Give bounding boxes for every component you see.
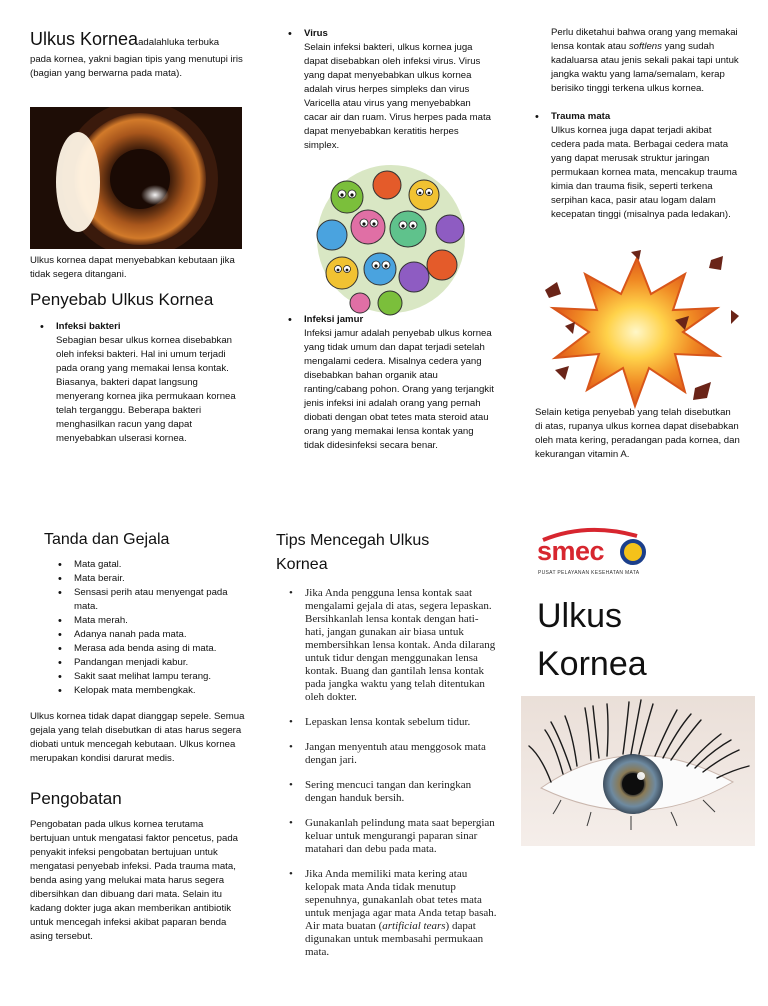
- cause-bacteria: [30, 320, 245, 446]
- main-title: Ulkus Kornea: [30, 29, 139, 49]
- sign-item: • Pandangan menjadi kabur.: [48, 656, 248, 670]
- causes-list-bacteria: [30, 320, 245, 446]
- tip-item: • Jika Anda pengguna lensa kontak saat mengalami gejala di atas, segera lepaskan. Bersihkanlah lensa kontak dengan hati-hati, jangan gunakan air biasa untuk membersihkan lensa kontak. Anda dilarang untuk tidur dengan menggunakan lensa kontak. Buang dan gantilah lensa kontak pada jangka waktu yang telah ditentukan oleh dokter.: [277, 587, 497, 704]
- cause-bacteria-title: • Infeksi bakteri: [56, 321, 121, 332]
- tips-heading: Tips Mencegah Ulkus Kornea: [276, 532, 430, 573]
- cause-virus-text: Selain infeksi bakteri, ulkus kornea juga dapat disebabkan oleh infeksi virus. Virus yang dapat menyebabkan ulkus kornea adalah virus herpes simpleks dan virus Varicella atau virus yang menyebabkan cacar air dan ruam. Virus herpes pada mata dapat menyebabkan keratitis herpes simplex.: [304, 42, 491, 151]
- cause-virus-title: • Virus: [304, 28, 328, 39]
- tip-last-text-1: Jika Anda memiliki mata kering atau kelopak mata Anda tidak menutup sepenuhnya, gunakanlah obat tetes mata untuk menjaga agar mata Anda tetap basah. Air mata buatan (: [305, 868, 497, 932]
- ulcer-eye-image: [30, 107, 242, 249]
- signs-note: Ulkus kornea tidak dapat dianggap sepele. Semua gejala yang telah disebutkan di atas harus segera diobati untuk mencegah kebutaan. Ulkus kornea merupakan kondisi darurat medis.: [30, 711, 245, 764]
- cover-title: [537, 592, 737, 688]
- lens-text-1: Perlu diketahui bahwa orang yang memakai lensa kontak atau: [551, 27, 738, 52]
- causes-heading: Penyebab Ulkus Kornea: [30, 290, 214, 309]
- sign-item: • Adanya nanah pada mata.: [48, 628, 248, 642]
- tip-last-italic: artificial tears: [382, 920, 446, 932]
- cause-fungus-text: Infeksi jamur adalah penyebab ulkus kornea yang tidak umum dan dapat terjadi setelah mengalami cedera. Misalnya cedera yang disebabkan bahan organik atau ranting/cabang pohon. Orang yang terjangkit jenis infeksi ini adalah orang yang pernah diobati dengan obat tetes mata steroid atau orang yang memakai lensa kontak yang tidak didesinfeksi secara benar.: [304, 328, 494, 451]
- cause-trauma: [525, 110, 741, 222]
- tip-item: • Lepaskan lensa kontak sebelum tidur.: [277, 716, 497, 729]
- tips-list: [277, 587, 497, 971]
- smec-logo-text: smec: [537, 536, 605, 566]
- lens-text-2: yang sudah kadaluarsa atau jenis sekali pakai tapi untuk jangka waktu yang lama/semalam, kerap berisiko tinggi terkena ulkus kornea.: [551, 41, 739, 94]
- sign-item: • Mata berair.: [48, 572, 248, 586]
- cause-fungus-title: • Infeksi jamur: [304, 314, 364, 325]
- causes-list-fungus: [278, 313, 496, 453]
- smec-logo-subtitle: PUSAT PELAYANAN KESEHATAN MATA: [538, 570, 640, 576]
- cause-trauma-title: • Trauma mata: [551, 111, 611, 122]
- tip-item-last: [277, 868, 497, 959]
- main-title-tail: adalahluka terbuka: [138, 37, 220, 48]
- smec-logo: [537, 526, 657, 578]
- treatment-text: Pengobatan pada ulkus kornea terutama bertujuan untuk mengatasi faktor pencetus, pada penyakit infeksi pengobatan bertujuan untuk mengatasi penyebab infeksi. Pada trauma mata, benda asing yang melukai mata harus segera dibersihkan dan dibuang dari mata. Selain itu kadang dokter juga akan memberikan antibiotik untuk mencegah infeksi akibat paparan benda asing tersebut.: [30, 819, 239, 942]
- cause-bacteria-text: Sebagian besar ulkus kornea disebabkan oleh infeksi bakteri. Hal ini umum terjadi pada orang yang memakai lensa kontak. Biasanya, bakteri dapat langsung menyerang kornea jika permukaan kornea telah terganggu. Beberapa bakteri menghasilkan racun yang dapat menyebabkan ulserasi kornea.: [56, 335, 236, 444]
- intro-paragraph: [30, 28, 245, 51]
- intro-text: pada kornea, yakni bagian tipis yang menutupi iris (bagian yang berwarna pada mata).: [30, 54, 243, 79]
- signs-heading: Tanda dan Gejala: [44, 531, 170, 548]
- cause-fungus: [278, 313, 496, 453]
- other-causes-text: Selain ketiga penyebab yang telah disebutkan di atas, rupanya ulkus kornea dapat disebabkan oleh mata kering, peradangan pada kornea, dan kekurangan vitamin A.: [535, 407, 740, 460]
- signs-list: [48, 558, 248, 698]
- healthy-eye-image: [521, 696, 755, 846]
- sign-item: • Merasa ada benda asing di mata.: [48, 642, 248, 656]
- sign-item: • Kelopak mata membengkak.: [48, 684, 248, 698]
- lens-paragraph: [551, 26, 741, 96]
- image-caption: Ulkus kornea dapat menyebabkan kebutaan jika tidak segera ditangani.: [30, 255, 235, 280]
- germs-illustration: [302, 157, 480, 317]
- cause-virus: [278, 27, 496, 153]
- cover-title-line-1: Ulkus: [537, 597, 623, 635]
- sign-item: • Mata gatal.: [48, 558, 248, 572]
- tip-item: • Gunakanlah pelindung mata saat bepergian keluar untuk mengurangi paparan sinar matahari dan debu pada mata.: [277, 817, 497, 856]
- sign-item: • Mata merah.: [48, 614, 248, 628]
- column-1: [30, 28, 245, 81]
- treatment-heading: Pengobatan: [30, 789, 122, 808]
- tip-item: • Sering mencuci tangan dan keringkan dengan handuk bersih.: [277, 779, 497, 805]
- lens-italic: softlens: [628, 41, 662, 52]
- tip-item: • Jangan menyentuh atau menggosok mata dengan jari.: [277, 741, 497, 767]
- causes-list-virus: [278, 27, 496, 153]
- sign-item: • Sakit saat melihat lampu terang.: [48, 670, 248, 684]
- cover-title-line-2: Kornea: [537, 645, 647, 683]
- explosion-illustration: [535, 250, 740, 410]
- sign-item: • Sensasi perih atau menyengat pada mata.: [48, 586, 248, 614]
- cause-trauma-text: Ulkus kornea juga dapat terjadi akibat cedera pada mata. Berbagai cedera mata yang dapat merusak struktur jaringan permukaan kornea mata, mencakup trauma kimia dan trauma fisik, seperti terkena serpihan kaca, pasir atau logam dalam kecepatan tinggi (misalnya pada ledakan).: [551, 125, 738, 220]
- causes-list-trauma: [525, 110, 741, 222]
- tip-last-text-2: ) dapat digunakan untuk membasahi permukaan mata.: [305, 920, 484, 958]
